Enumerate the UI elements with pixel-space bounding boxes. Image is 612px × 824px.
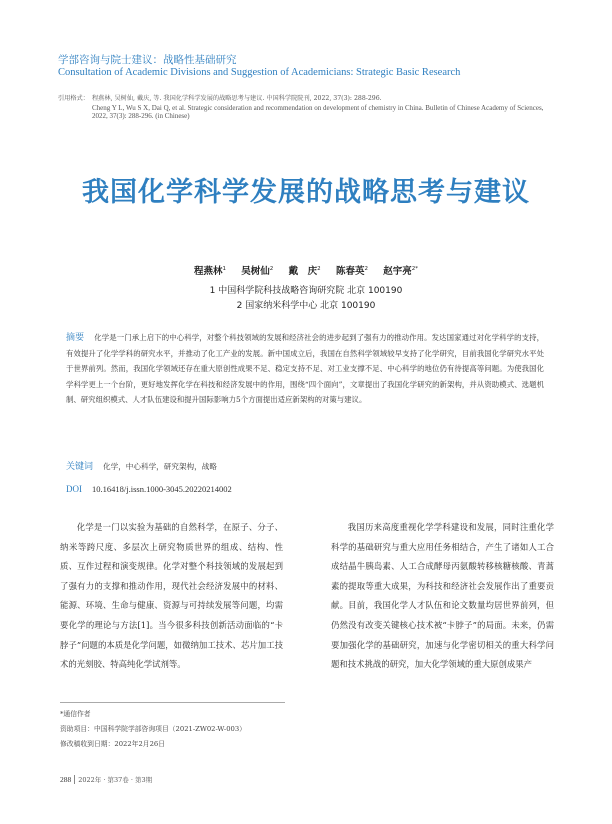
body-column-right: [331, 518, 554, 675]
citation-block: [58, 95, 558, 121]
section-title-cn: 学部咨询与院士建议：战略性基础研究: [58, 54, 237, 66]
body-paragraph: 化学是一门以实验为基础的自然科学，在原子、分子、纳米等跨尺度、多层次上研究物质世界的组成、结构、性质、互作过程和演变规律。化学对整个科技领域的发展起到了强有力的支撑和推动作用，现代社会经济发展中的材料、能源、环境、生命与健康、资源与可持续发展等问题，均需要化学的理论与方法[1]。当今很多科技创新活动面临的“卡脖子”问题的本质是化学问题，如微纳加工技术、芯片加工技术的光刻胶、特高纯化学试剂等。: [60, 522, 283, 670]
keywords-label: 关键词: [66, 462, 94, 472]
footnote-divider: [60, 702, 285, 703]
article-title: 我国化学科学发展的战略思考与建议: [82, 177, 530, 208]
citation-cn: 程燕林, 吴树仙, 戴庆, 等. 我国化学科学发展的战略思考与建议. 中国科学院院刊, 2022, 37(3): 288-296.: [92, 95, 382, 102]
abstract-label: 摘要: [66, 333, 85, 343]
citation-label: 引用格式：: [58, 95, 89, 102]
affiliation-1: 1 中国科学院科技战略咨询研究院 北京 100190: [209, 286, 403, 296]
page-footer: [60, 775, 152, 784]
author: 戴 庆$^2$: [288, 265, 321, 277]
affiliation-2: 2 国家纳米科学中心 北京 100190: [236, 301, 376, 311]
funding-note: 资助项目：中国科学院学部咨询项目（2021-ZW02-W-003）: [60, 725, 246, 733]
keywords-text: 化学，中心科学，研究架构，战略: [103, 462, 217, 471]
doi: [66, 484, 232, 494]
author: 陈春英$^2$: [335, 265, 368, 277]
body-column-left: [60, 518, 283, 675]
author: 程燕林$^1$: [193, 265, 226, 277]
author-list: [0, 263, 612, 277]
page-number: 288: [60, 775, 75, 784]
abstract-text: 化学是一门承上启下的中心科学，对整个科技领域的发展和经济社会的进步起到了强有力的推动作用。发达国家通过对化学科学的支持，有效提升了化学学科的研究水平，并推动了化工产业的发展。新中国成立后，我国在自然科学领域较早支持了化学研究，目前我国化学研究水平处于世界前列。然而，我国化学领域还存在重大原创性成果不足、稳定支持不足、对工业支撑不足、中心科学的地位仍有待提高等问题。为使我国化学科学更上一个台阶，更好地发挥化学在科技和经济发展中的作用，围绕“四个面向”，文章提出了我国化学研究的新架构，并从资助模式、选题机制、研究组织模式、人才队伍建设和提升国际影响力5个方面提出适应新架构的对策与建议。: [66, 333, 544, 404]
corresponding-author-note: *通信作者: [60, 710, 91, 718]
body-paragraph: 我国历来高度重视化学学科建设和发展，同时注重化学科学的基础研究与重大应用任务相结合，产生了诸如人工合成结晶牛胰岛素、人工合成酵母丙氨酸转移核糖核酸、青蒿素的提取等重大成果，为科技和经济社会发展作出了重要贡献。目前，我国化学人才队伍和论文数量均居世界前列，但仍然没有改变关键核心技术被“卡脖子”的局面。未来，仍需要加强化学的基础研究，加速与化学密切相关的重大科学问题和技术挑战的研究，加大化学领域的重大原创成果产: [331, 522, 554, 670]
issue-info: 2022年 · 第37卷 · 第3期: [78, 776, 153, 784]
keywords: [66, 459, 217, 472]
doi-label: DOI: [66, 484, 82, 494]
doi-link[interactable]: 10.16418/j.issn.1000-3045.20220214002: [92, 484, 232, 494]
author: 赵宇亮$^{2*}$: [383, 265, 419, 277]
section-title-en: Consultation of Academic Divisions and Suggestion of Academicians: Strategic Basic Research: [58, 67, 461, 78]
author: 吴树仙$^2$: [241, 265, 274, 277]
received-date-note: 修改稿收到日期：2022年2月26日: [60, 740, 166, 748]
citation-en: Cheng Y L, Wu S X, Dai Q, et al. Strategic consideration and recommendation on development of chemistry in China. Bulletin of Chinese Academy of Sciences, 2022, 37(3): 288-296. (in Chinese): [92, 103, 544, 121]
abstract: [66, 330, 544, 407]
